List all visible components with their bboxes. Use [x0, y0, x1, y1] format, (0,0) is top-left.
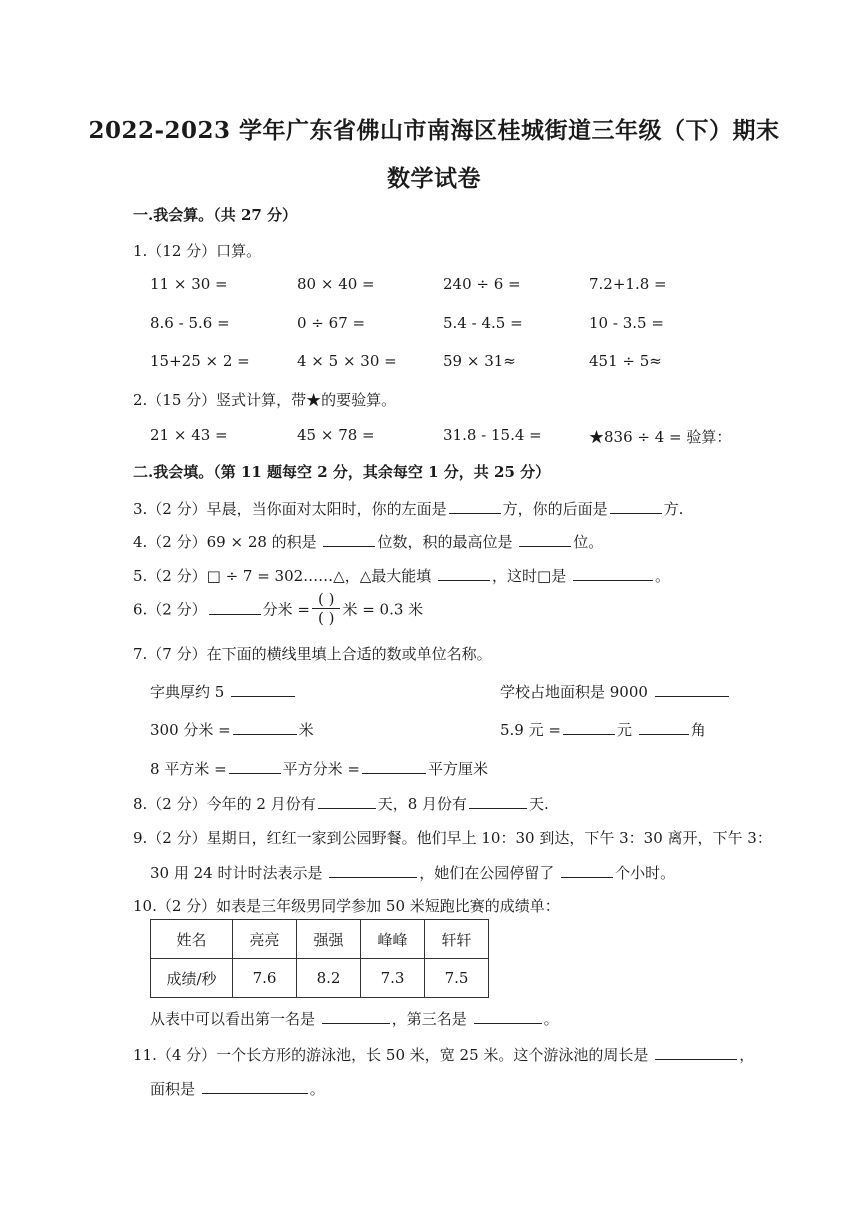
q8-text: 天. [529, 795, 549, 813]
q3-text: 方，你的后面是 [502, 500, 608, 518]
q9-text: 30 用 24 时计时法表示是 [150, 864, 323, 882]
q9-text: ，她们在公园停留了 [419, 864, 555, 882]
answer-blank[interactable] [322, 1007, 390, 1024]
q8-text: 8.（2 分）今年的 2 月份有 [133, 795, 316, 813]
question-11 [133, 1043, 754, 1065]
q4-text: 位数，积的最高位是 [377, 533, 513, 551]
oral-calc-item: 0 ÷ 67 = [297, 314, 366, 332]
q7-text: 米 [298, 721, 314, 739]
q7-dict-thickness [150, 680, 297, 702]
question-2: 2.（15 分）竖式计算，带★的要验算。 [133, 391, 397, 409]
answer-blank[interactable] [318, 792, 376, 809]
table-cell: 强强 [297, 920, 361, 959]
oral-calc-item: 15+25 × 2 = [150, 352, 250, 370]
table-row [151, 920, 489, 959]
answer-blank[interactable] [329, 861, 417, 878]
q7-text: 角 [690, 721, 706, 739]
oral-calc-item: 451 ÷ 5≈ [589, 352, 662, 370]
table-cell: 峰峰 [361, 920, 425, 959]
answer-blank[interactable] [610, 497, 662, 514]
fraction-blank[interactable] [312, 590, 340, 627]
exam-title-line2: 数学试卷 [387, 165, 481, 192]
question-9: 9.（2 分）星期日，红红一家到公园野餐。他们早上 10：30 到达，下午 3：30 离开，下午 3： [133, 829, 772, 847]
question-7: 7.（7 分）在下面的横线里填上合适的数或单位名称。 [133, 645, 492, 663]
vertical-calc-item: 31.8 - 15.4 = [443, 426, 542, 444]
q3-text: 3.（2 分）早晨，当你面对太阳时，你的左面是 [133, 500, 447, 518]
q11-text: ， [739, 1046, 755, 1064]
table-cell: 7.3 [361, 959, 425, 998]
q5-text: ，这时□是 [492, 567, 567, 585]
answer-blank[interactable] [563, 718, 615, 735]
oral-calc-item: 240 ÷ 6 = [443, 275, 521, 293]
q11-text: 面积是 [150, 1080, 196, 1098]
table-cell: 8.2 [297, 959, 361, 998]
answer-blank[interactable] [469, 792, 527, 809]
answer-blank[interactable] [362, 757, 426, 774]
vertical-calc-item: ★836 ÷ 4 = 验算： [589, 428, 732, 446]
oral-calc-item: 4 × 5 × 30 = [297, 352, 397, 370]
answer-blank[interactable] [231, 680, 295, 697]
q10-text: 从表中可以看出第一名是 [150, 1010, 316, 1028]
answer-blank[interactable] [474, 1007, 542, 1024]
q7-text: 5.9 元 = [500, 721, 561, 739]
q10-text: 。 [543, 1010, 559, 1028]
question-5 [133, 564, 670, 586]
table-row [151, 959, 489, 998]
table-cell: 亮亮 [233, 920, 297, 959]
question-3 [133, 497, 683, 519]
answer-blank[interactable] [229, 757, 281, 774]
section-heading-calc: 一.我会算。（共 27 分） [133, 206, 298, 224]
sprint-score-table [150, 919, 489, 998]
question-10-answer [150, 1007, 559, 1029]
fraction-numerator: ( ) [312, 590, 340, 609]
oral-calc-item: 80 × 40 = [297, 275, 375, 293]
q7-decimeter [150, 718, 314, 740]
vertical-calc-item: 45 × 78 = [297, 426, 375, 444]
q7-square-meter [150, 757, 488, 779]
oral-calc-item: 59 × 31≈ [443, 352, 516, 370]
q7-text: 8 平方米 = [150, 760, 227, 778]
question-10: 10.（2 分）如表是三年级男同学参加 50 米短跑比赛的成绩单： [133, 897, 560, 915]
table-cell: 姓名 [151, 920, 233, 959]
table-cell: 7.6 [233, 959, 297, 998]
q6-text: 6.（2 分） [133, 600, 207, 619]
vertical-calc-item: 21 × 43 = [150, 426, 228, 444]
fraction-denominator: ( ) [317, 609, 335, 627]
q7-text: 字典厚约 5 [150, 683, 225, 701]
answer-blank[interactable] [449, 497, 501, 514]
answer-blank[interactable] [233, 718, 297, 735]
exam-title-line1: 2022-2023 学年广东省佛山市南海区桂城街道三年级（下）期末 [88, 117, 780, 144]
answer-blank[interactable] [209, 598, 261, 615]
q5-text: 。 [655, 567, 671, 585]
oral-calc-item: 8.6 - 5.6 = [150, 314, 230, 332]
answer-blank[interactable] [573, 564, 653, 581]
question-1: 1.（12 分）口算。 [133, 242, 262, 260]
q7-text: 元 [616, 721, 632, 739]
table-cell: 轩轩 [425, 920, 489, 959]
q11-text: 11.（4 分）一个长方形的游泳池，长 50 米，宽 25 米。这个游泳池的周长是 [133, 1046, 649, 1064]
table-cell: 7.5 [425, 959, 489, 998]
answer-blank[interactable] [323, 530, 375, 547]
oral-calc-item: 11 × 30 = [150, 275, 228, 293]
q4-text: 位。 [573, 533, 604, 551]
answer-blank[interactable] [655, 1043, 737, 1060]
answer-blank[interactable] [639, 718, 689, 735]
q7-text: 300 分米 = [150, 721, 231, 739]
answer-blank[interactable] [519, 530, 571, 547]
q11-text: 。 [309, 1080, 325, 1098]
q5-text: 5.（2 分）□ ÷ 7 = 302……△，△最大能填 [133, 567, 432, 585]
q9-text: 个小时。 [615, 864, 676, 882]
question-8 [133, 792, 549, 814]
q3-text: 方. [663, 500, 684, 518]
oral-calc-item: 7.2+1.8 = [589, 275, 667, 293]
oral-calc-item: 5.4 - 4.5 = [443, 314, 523, 332]
question-6 [133, 592, 423, 629]
q7-yuan [500, 718, 706, 740]
q8-text: 天，8 月份有 [377, 795, 468, 813]
question-9-line2 [150, 861, 675, 883]
question-11-line2 [150, 1077, 325, 1099]
oral-calc-item: 10 - 3.5 = [589, 314, 664, 332]
q10-text: ，第三名是 [391, 1010, 467, 1028]
q6-text: 米 = 0.3 米 [342, 600, 424, 619]
q6-text: 分米 = [262, 600, 310, 619]
answer-blank[interactable] [438, 564, 490, 581]
q7-text: 平方分米 = [282, 760, 360, 778]
q7-text: 平方厘米 [428, 760, 489, 778]
q4-text: 4.（2 分）69 × 28 的积是 [133, 533, 317, 551]
question-4 [133, 530, 603, 552]
table-cell: 成绩/秒 [151, 959, 233, 998]
q7-school-area [500, 680, 731, 702]
answer-blank[interactable] [561, 861, 613, 878]
answer-blank[interactable] [202, 1077, 308, 1094]
answer-blank[interactable] [655, 680, 729, 697]
section-heading-fill: 二.我会填。（第 11 题每空 2 分，其余每空 1 分，共 25 分） [133, 463, 551, 481]
q7-text: 学校占地面积是 9000 [500, 683, 648, 701]
